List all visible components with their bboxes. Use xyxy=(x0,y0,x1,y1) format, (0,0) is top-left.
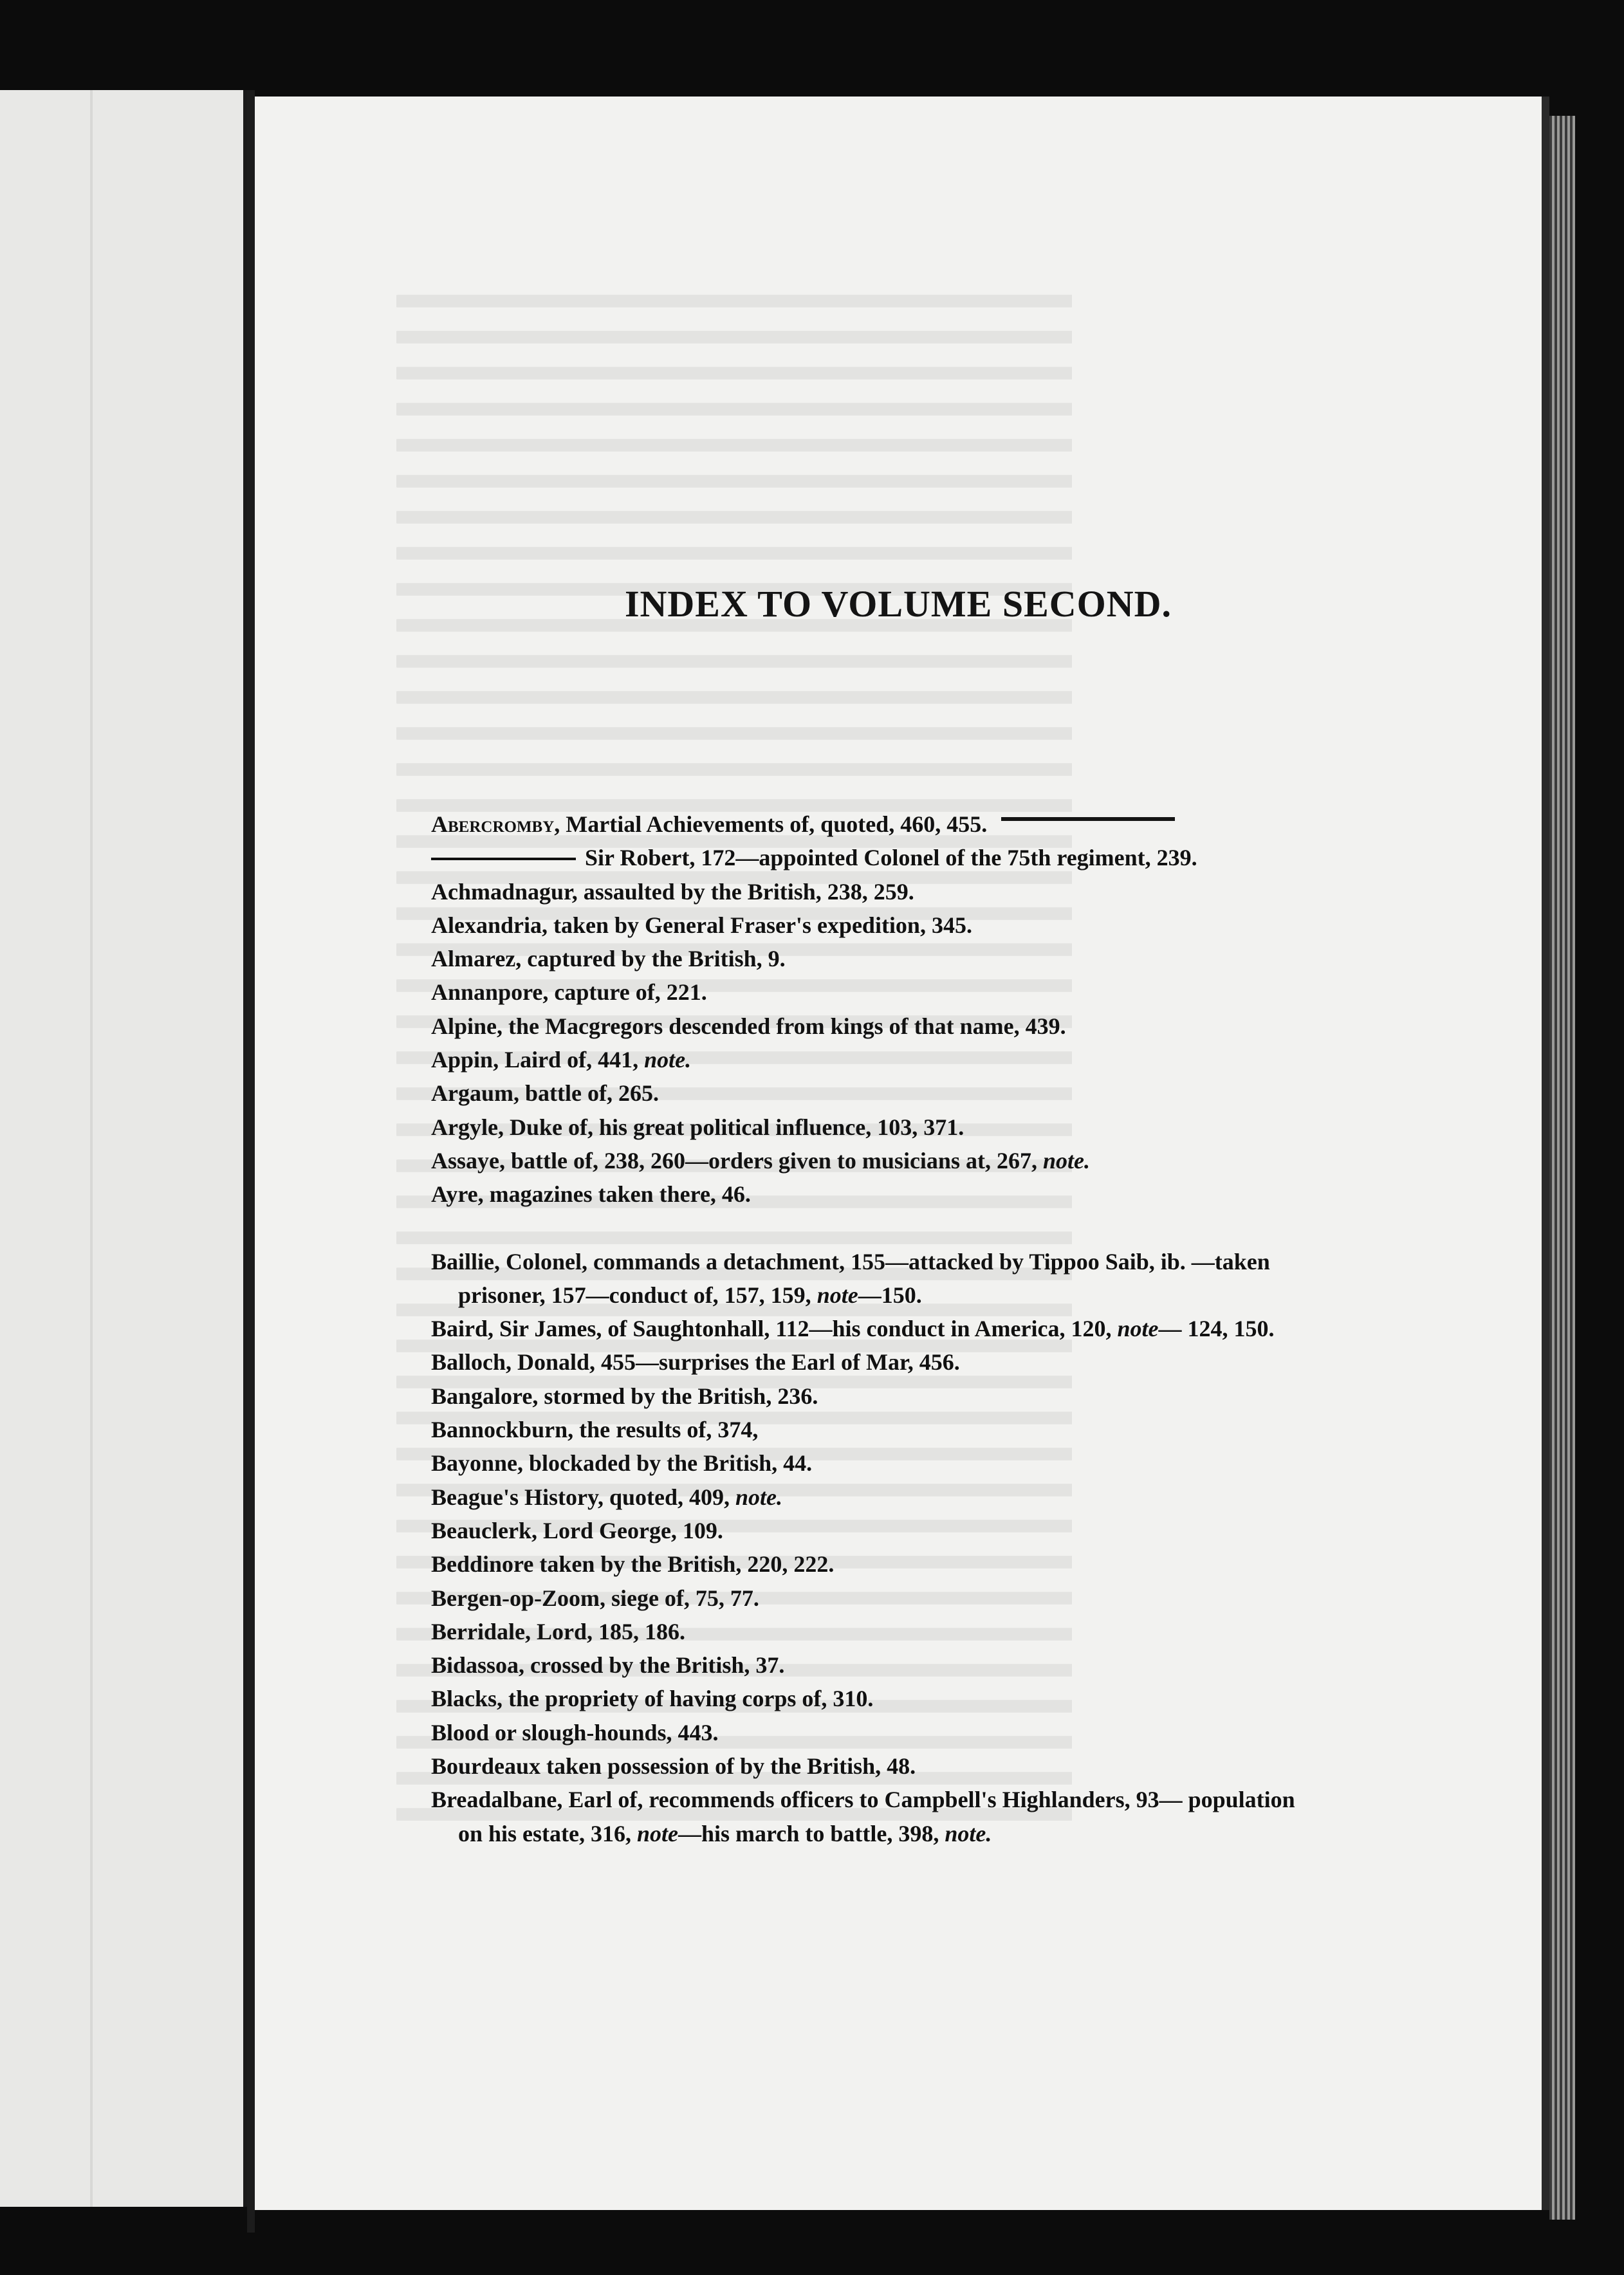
index-entry: Bourdeaux taken possession of by the British, 48. xyxy=(431,1753,916,1780)
index-entry: Berridale, Lord, 185, 186. xyxy=(431,1618,685,1644)
index-entry: Bannockburn, the results of, 374, xyxy=(431,1417,759,1443)
index-entry: Alpine, the Macgregors descended from kings of that name, 439. xyxy=(431,1013,1066,1039)
index-entry: Appin, Laird of, 441, note. xyxy=(431,1047,692,1073)
page-title: INDEX TO VOLUME SECOND. xyxy=(624,583,1172,625)
left-page xyxy=(0,90,247,2207)
index-entry: Abercromby, Martial Achievements of, quoted, 460, 455. xyxy=(431,811,988,837)
index-entry: Bangalore, stormed by the British, 236. xyxy=(431,1383,818,1409)
index-entry: Achmadnagur, assaulted by the British, 238, 259. xyxy=(431,878,914,905)
index-entry: Beddinore taken by the British, 220, 222. xyxy=(431,1551,835,1578)
index-entry: Assaye, battle of, 238, 260—orders given to musicians at, 267, note. xyxy=(431,1147,1090,1174)
index-entry: Baird, Sir James, of Saughtonhall, 112—his conduct in America, 120, note— 124, 150. xyxy=(431,1316,1275,1342)
book-spine xyxy=(247,90,255,2233)
index-entry: Bergen-op-Zoom, siege of, 75, 77. xyxy=(431,1585,759,1611)
index-entry: Blacks, the propriety of having corps of, 310. xyxy=(431,1686,874,1712)
index-entry: Argyle, Duke of, his great political influence, 103, 371. xyxy=(431,1114,964,1140)
index-entry: Ayre, magazines taken there, 46. xyxy=(431,1181,751,1208)
index-entry: Blood or slough-hounds, 443. xyxy=(431,1719,719,1745)
index-entry: Annanpore, capture of, 221. xyxy=(431,979,707,1006)
ditto-rule xyxy=(431,858,576,860)
section-gap xyxy=(431,1211,1306,1245)
index-entry: Bidassoa, crossed by the British, 37. xyxy=(431,1652,785,1679)
index-entry: Baillie, Colonel, commands a detachment, 155—attacked by Tippoo Saib, ib. —taken prisoner, 157—conduct of, 157, 159, note—150. xyxy=(431,1248,1270,1308)
index-entry: Breadalbane, Earl of, recommends officers to Campbell's Highlanders, 93— population on his estate, 316, note—his march to battle, 398, note. xyxy=(431,1787,1295,1847)
index-entry: Beauclerk, Lord George, 109. xyxy=(431,1517,723,1543)
index-entry: Alexandria, taken by General Fraser's expedition, 345. xyxy=(431,912,972,938)
entry-head: Abercromby xyxy=(431,811,555,837)
index-entry: Balloch, Donald, 455—surprises the Earl of Mar, 456. xyxy=(431,1349,960,1376)
index-entry: Beague's History, quoted, 409, note. xyxy=(431,1484,783,1510)
index-entry: Bayonne, blockaded by the British, 44. xyxy=(431,1450,813,1477)
index-entry: Argaum, battle of, 265. xyxy=(431,1080,659,1107)
left-page-fold xyxy=(90,90,93,2207)
page-edges xyxy=(1549,116,1575,2220)
index-entry: Sir Robert, 172—appointed Colonel of the 75th regiment, 239. xyxy=(431,841,1306,874)
index-entry: Almarez, captured by the British, 9. xyxy=(431,946,786,972)
index-entries xyxy=(431,807,1306,1850)
